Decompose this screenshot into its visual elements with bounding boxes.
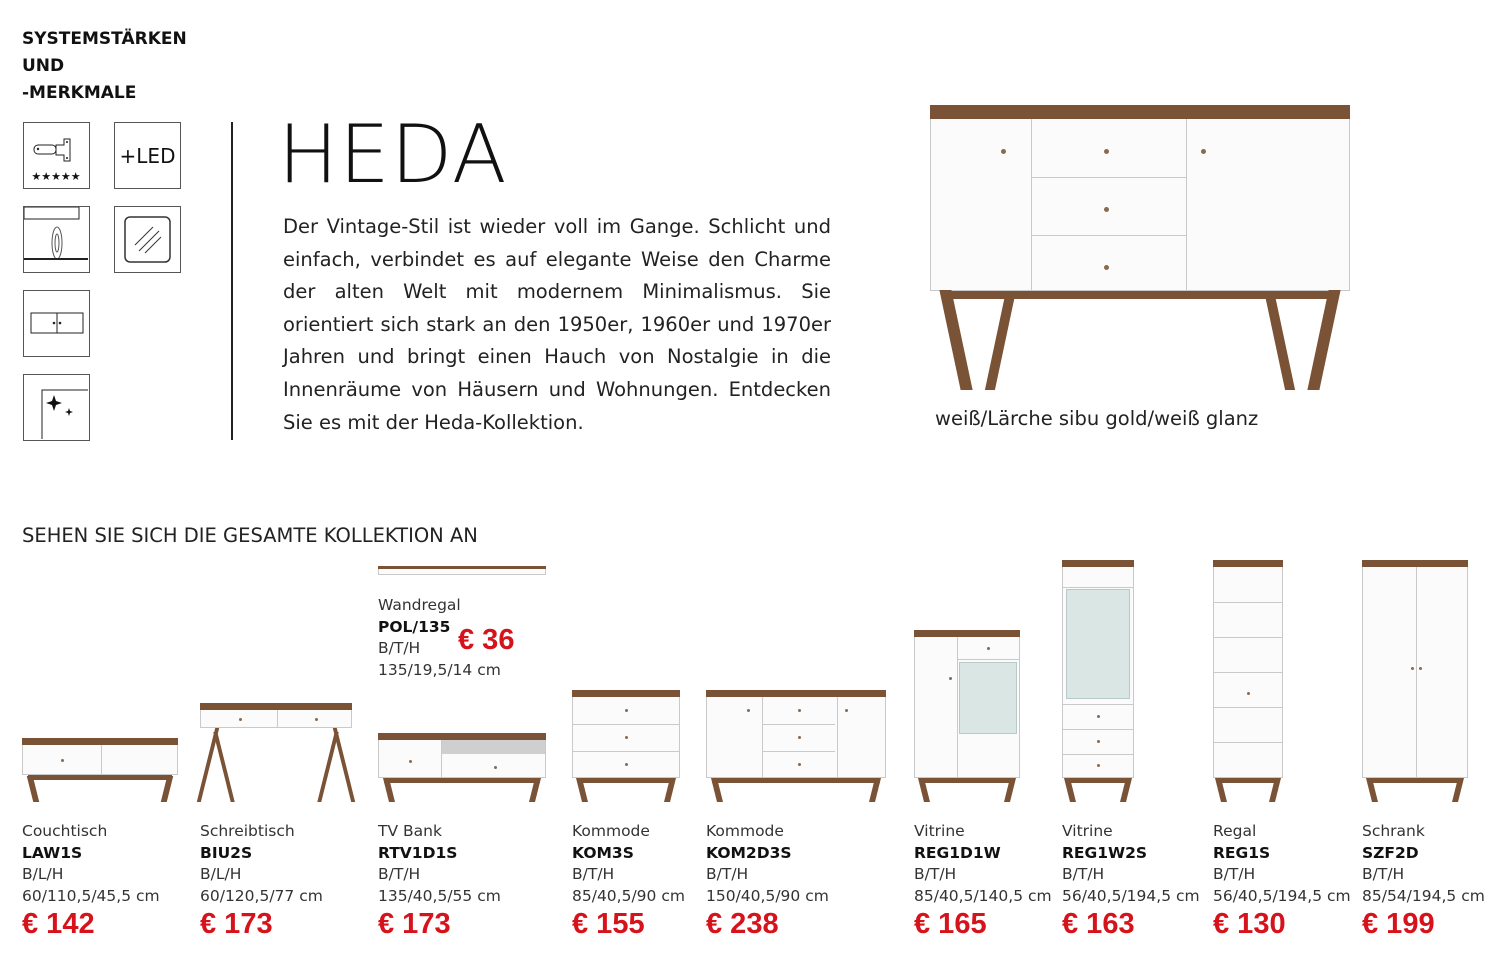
product-type: Wandregal <box>378 596 461 614</box>
kommode-3s-image <box>572 690 680 802</box>
schrank-szf2d-image <box>1362 560 1468 802</box>
product-dims: 135/40,5/55 cm <box>378 886 501 905</box>
kommode-2d3s-image <box>706 690 886 802</box>
product-type: Schreibtisch <box>200 822 295 840</box>
schreibtisch-image <box>200 703 352 802</box>
product-dim-label: B/L/H <box>200 865 242 883</box>
collection-heading: SEHEN SIE SICH DIE GESAMTE KOLLEKTION AN <box>22 524 478 547</box>
product-schrank-szf2d[interactable] <box>1362 821 1485 941</box>
product-price: € 238 <box>706 908 779 940</box>
product-dims: 56/40,5/194,5 cm <box>1213 886 1351 905</box>
product-kommode-3s[interactable] <box>572 821 685 941</box>
product-price: € 130 <box>1213 908 1286 940</box>
product-code: KOM3S <box>572 843 634 862</box>
gloss-icon <box>23 374 90 441</box>
product-dims: 85/40,5/90 cm <box>572 886 685 905</box>
product-type: Vitrine <box>1062 822 1113 840</box>
description: Der Vintage-Stil ist wieder voll im Gange. Schlicht und einfach, verbindet es auf elegante Weise den Charme der alten Welt mit modernem Minimalismus. Sie orientiert sich stark an den 1950er, 1960er und 1970er Jahren und bringt einen Hauch von Nostalgie in die Innenräume von Häusern und Wohnungen. Entdecken Sie es mit der Heda-Kollektion. <box>283 215 831 434</box>
product-dim-label: B/T/H <box>1062 865 1105 883</box>
product-type: Kommode <box>572 822 650 840</box>
features-title-line: UND <box>22 56 65 76</box>
product-tv-bank[interactable] <box>378 821 501 941</box>
features-title-line: SYSTEMSTÄRKEN <box>22 29 187 49</box>
product-type: Regal <box>1213 822 1257 840</box>
product-dim-label: B/T/H <box>914 865 957 883</box>
product-price: € 165 <box>914 908 987 940</box>
product-code: BIU2S <box>200 843 253 862</box>
vitrine-reg1d1w-image <box>914 630 1020 802</box>
product-code: REG1D1W <box>914 843 1001 862</box>
product-dims: 60/120,5/77 cm <box>200 886 323 905</box>
product-price: € 36 <box>458 624 515 656</box>
features-title-line: -MERKMALE <box>22 83 137 103</box>
couchtisch-image <box>22 738 178 802</box>
led-icon <box>114 122 181 189</box>
product-code: POL/135 <box>378 617 451 636</box>
hinge-5-star-icon <box>23 122 90 189</box>
product-dims: 60/110,5/45,5 cm <box>22 886 160 905</box>
product-price: € 163 <box>1062 908 1135 940</box>
product-couchtisch[interactable] <box>22 821 160 941</box>
product-dim-label: B/T/H <box>706 865 749 883</box>
sideboard-image <box>930 105 1350 390</box>
product-vitrine-reg1w2s[interactable] <box>1062 821 1200 941</box>
product-code: KOM2D3S <box>706 843 792 862</box>
product-dim-label: B/T/H <box>572 865 615 883</box>
product-type: Vitrine <box>914 822 965 840</box>
product-type: Couchtisch <box>22 822 108 840</box>
product-code: REG1S <box>1213 843 1271 862</box>
product-kommode-2d3s[interactable] <box>706 821 829 941</box>
product-code: SZF2D <box>1362 843 1419 862</box>
tv-bank-image <box>378 733 546 802</box>
page-title: HEDA <box>278 108 508 201</box>
divider <box>231 122 233 440</box>
stars-text: ★★★★★ <box>31 170 81 183</box>
product-dims: 85/40,5/140,5 cm <box>914 886 1052 905</box>
product-dim-label: B/T/H <box>1362 865 1405 883</box>
product-type: Schrank <box>1362 822 1425 840</box>
regal-reg1s-image <box>1213 560 1283 802</box>
glass-icon <box>114 206 181 273</box>
handle-icon <box>23 290 90 357</box>
led-label: +LED <box>119 143 176 168</box>
product-type: Kommode <box>706 822 784 840</box>
product-dims: 135/19,5/14 cm <box>378 660 501 679</box>
product-dim-label: B/T/H <box>1213 865 1256 883</box>
product-price: € 142 <box>22 908 95 940</box>
product-price: € 155 <box>572 908 645 940</box>
product-dim-label: B/T/H <box>378 639 421 657</box>
product-price: € 173 <box>378 908 451 940</box>
product-code: LAW1S <box>22 843 83 862</box>
product-price: € 199 <box>1362 908 1435 940</box>
product-vitrine-reg1d1w[interactable] <box>914 821 1052 941</box>
product-dim-label: B/L/H <box>22 865 64 883</box>
features-title <box>22 26 187 107</box>
color-caption: weiß/Lärche sibu gold/weiß glanz <box>935 407 1259 430</box>
product-type: TV Bank <box>378 822 442 840</box>
product-code: RTV1D1S <box>378 843 458 862</box>
product-code: REG1W2S <box>1062 843 1148 862</box>
product-dims: 56/40,5/194,5 cm <box>1062 886 1200 905</box>
product-regal-reg1s[interactable] <box>1213 821 1351 941</box>
product-dims: 85/54/194,5 cm <box>1362 886 1485 905</box>
product-dim-label: B/T/H <box>378 865 421 883</box>
vitrine-reg1w2s-image <box>1062 560 1134 802</box>
wall-shelf-image <box>378 566 546 575</box>
product-price: € 173 <box>200 908 273 940</box>
product-dims: 150/40,5/90 cm <box>706 886 829 905</box>
wood-edge-icon <box>23 206 90 273</box>
product-schreibtisch[interactable] <box>200 821 323 941</box>
